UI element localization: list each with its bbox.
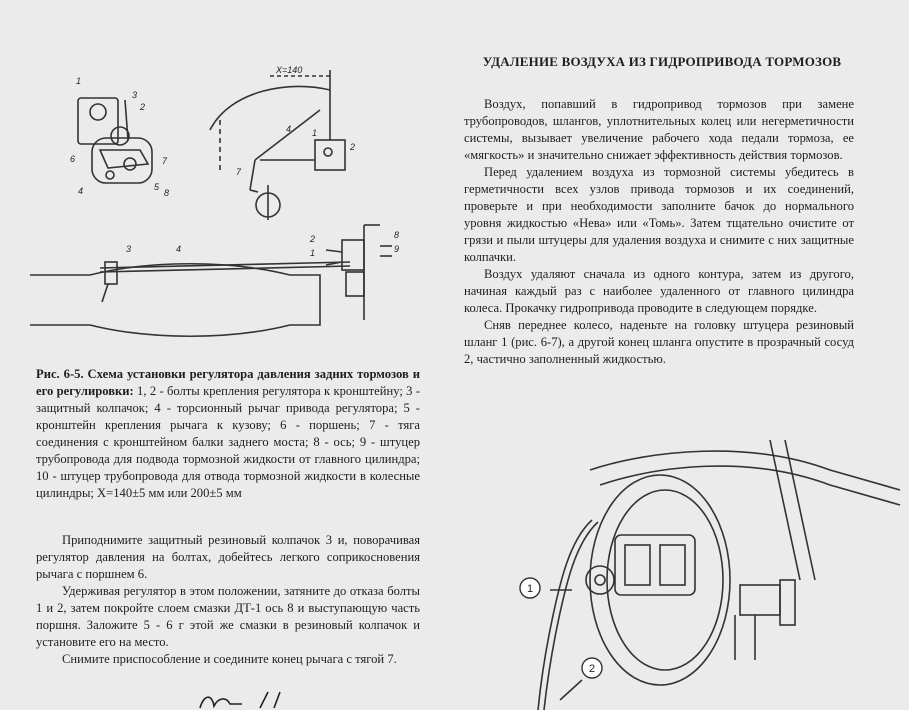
label-bottom-4: 4 xyxy=(176,244,182,254)
label-top-left-5: 5 xyxy=(154,182,160,192)
label-top-left-8: 8 xyxy=(164,188,170,198)
callout-hose-1: 1 xyxy=(526,583,534,595)
label-top-left-1: 1 xyxy=(76,76,82,86)
label-top-left-3: 3 xyxy=(132,90,138,100)
callout-vessel-2: 2 xyxy=(588,663,596,675)
label-top-left-6: 6 xyxy=(70,154,76,164)
left-column-text xyxy=(36,532,420,668)
right-paragraph-4: Сняв переднее колесо, наденьте на головку штуцера резиновый шланг 1 (рис. 6-7), а другой конец шланга опустите в прозрачный сосуд 2, частично заполненный жидкостью. xyxy=(464,318,854,366)
left-paragraph-2: Удерживая регулятор в этом положении, затяните до отказа болты 1 и 2, затем покройте слоем смазки ДТ-1 ось 8 и выступающую часть поршня. Заложите 5 - 6 г этой же смазки в резиновый колпачок и установите его на место. xyxy=(36,584,420,649)
label-bottom-8: 8 xyxy=(394,230,400,240)
left-paragraph-3: Снимите приспособление и соедините конец рычага с тягой 7. xyxy=(62,652,397,666)
figure-6-5-caption xyxy=(36,366,420,502)
brake-bleeding-drawing xyxy=(500,430,909,710)
label-top-right-1: 1 xyxy=(312,128,318,138)
left-paragraph-1: Приподнимите защитный резиновый колпачок 3 и, поворачивая регулятор давления на болтах, добейтесь легкого соприкосновения рычага с поршнем 6. xyxy=(36,533,420,581)
caption-legend: 1, 2 - болты крепления регулятора к кронштейну; 3 - защитный колпачок; 4 - торсионный рычаг привода регулятора; 5 - кронштейн крепления рычага к кузову; 6 - поршень; 7 - тяга соединения с кронштейном балки заднего моста; 8 - ось; 9 - штуцер трубопровода для подвода тормозной жидкости от главного цилиндра; 10 - штуцер трубопровода для отвода тормозной жидкости в колесные цилиндры; X=140±5 мм или 200±5 мм xyxy=(36,384,420,500)
handwritten-mark xyxy=(190,690,330,710)
label-top-right-2: 2 xyxy=(350,142,356,152)
right-paragraph-3: Воздух удаляют сначала из одного контура, затем из другого, начиная каждый раз с наиболее удаленного от главного цилиндра колеса. Прокачку гидропривода проводите в следующем порядке. xyxy=(464,267,854,315)
label-dimension: X=140 xyxy=(276,65,303,75)
label-bottom-2: 2 xyxy=(310,234,316,244)
label-top-right-7: 7 xyxy=(236,167,242,177)
label-top-right-4: 4 xyxy=(286,124,292,134)
right-column-text xyxy=(464,96,854,368)
figure-6-5-drawing xyxy=(30,40,430,360)
label-top-left-4: 4 xyxy=(78,186,84,196)
section-heading: УДАЛЕНИЕ ВОЗДУХА ИЗ ГИДРОПРИВОДА ТОРМОЗОВ xyxy=(482,54,842,69)
caption-title: Рис. 6-5. Схема установки регулятора давления задних тормозов и его регулировки: xyxy=(36,367,420,398)
label-top-left-7: 7 xyxy=(162,156,168,166)
label-bottom-1: 1 xyxy=(310,248,316,258)
label-bottom-3: 3 xyxy=(126,244,132,254)
right-paragraph-2: Перед удалением воздуха из тормозной системы убедитесь в герметичности всех узлов привода тормозов и их соединений, проверьте и при необходимости заполните бачок до нормального уровня жидкостью «Нева» или «Томь». Затем тщательно очистите от грязи и пыли штуцеры для удаления воздуха и снимите с них защитные колпачки. xyxy=(464,165,854,264)
label-top-left-2: 2 xyxy=(140,102,146,112)
right-paragraph-1: Воздух, попавший в гидропривод тормозов при замене трубопроводов, шлангов, уплотнительных колец или негерметичности системы, вызывает увеличение рабочего хода педали тормоза, ее «мягкость» и значительно снижает эффективность действия тормозов. xyxy=(464,97,854,162)
label-bottom-9: 9 xyxy=(394,244,400,254)
